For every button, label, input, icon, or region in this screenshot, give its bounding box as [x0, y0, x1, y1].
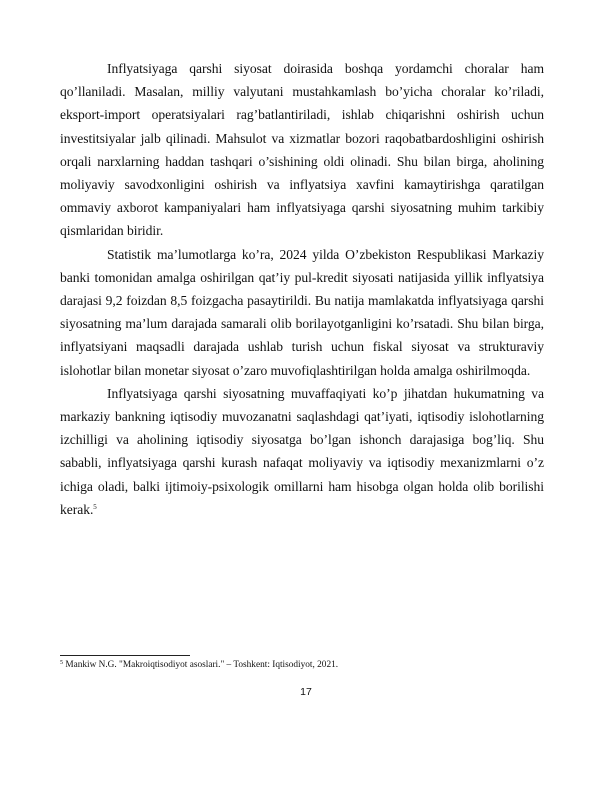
paragraph-3	[60, 382, 544, 521]
footnote-marker: 5	[60, 660, 63, 666]
footnote-reference[interactable]: 5	[93, 502, 97, 511]
body-text	[60, 57, 544, 521]
paragraph-1: Inflyatsiyaga qarshi siyosat doirasida boshqa yordamchi choralar ham qo’llaniladi. Masalan, milliy valyutani mustahkamlash bo’yicha choralar ko’riladi, eksport-import operatsiyalari rag’batlantiriladi, ishlab chiqarishni oshirish uchun investitsiyalar jalb qilinadi. Mahsulot va xizmatlar bozori raqobatbardoshligini oshirish orqali narxlarning haddan tashqari o’sishining oldi olinadi. Shu bilan birga, aholining moliyaviy savodxonligini oshirish va inflyatsiya xavfini kamaytirishga qaratilgan ommaviy axborot kampaniyalari ham inflyatsiyaga qarshi siyosatning muhim tarkibiy qismlaridan biridir.	[60, 61, 544, 239]
paragraph-2: Statistik ma’lumotlarga ko’ra, 2024 yilda O’zbekiston Respublikasi Markaziy banki tomonidan amalga oshirilgan qat’iy pul-kredit siyosati natijasida yillik inflyatsiya darajasi 9,2 foizdan 8,5 foizgacha pasaytirildi. Bu natija mamlakatda inflyatsiyaga qarshi siyosatning ma’lum darajada samarali olib borilayotganligini ko’rsatadi. Shu bilan birga, inflyatsiyani maqsadli darajada ushlab turish uchun fiskal siyosat va strukturaviy islohotlar bilan monetar siyosat o’zaro muvofiqlashtirilgan holda amalga oshirilmoqda.	[60, 246, 544, 378]
paragraph-3-text: Inflyatsiyaga qarshi siyosatning muvaffaqiyati ko’p jihatdan hukumatning va markaziy bankning iqtisodiy muvozanatni saqlashdagi qat’iyati, iqtisodiy islohotlarning izchilligi va aholining iqtisodiy siyosatga bo’lgan ishonch darajasiga bog’liq. Shu sababli, inflyatsiyaga qarshi kurash nafaqat moliyaviy va iqtisodiy mexanizmlarni o’z ichiga oladi, balki ijtimoiy-psixologik omillarni ham hisobga olgan holda olib borilishi kerak.	[60, 385, 544, 517]
footnote-text: Mankiw N.G. "Makroiqtisodiyot asoslari." – Toshkent: Iqtisodiyot, 2021.	[65, 660, 339, 670]
footnote-separator	[60, 655, 190, 656]
page-number: 17	[300, 686, 312, 698]
footnote	[60, 659, 544, 671]
